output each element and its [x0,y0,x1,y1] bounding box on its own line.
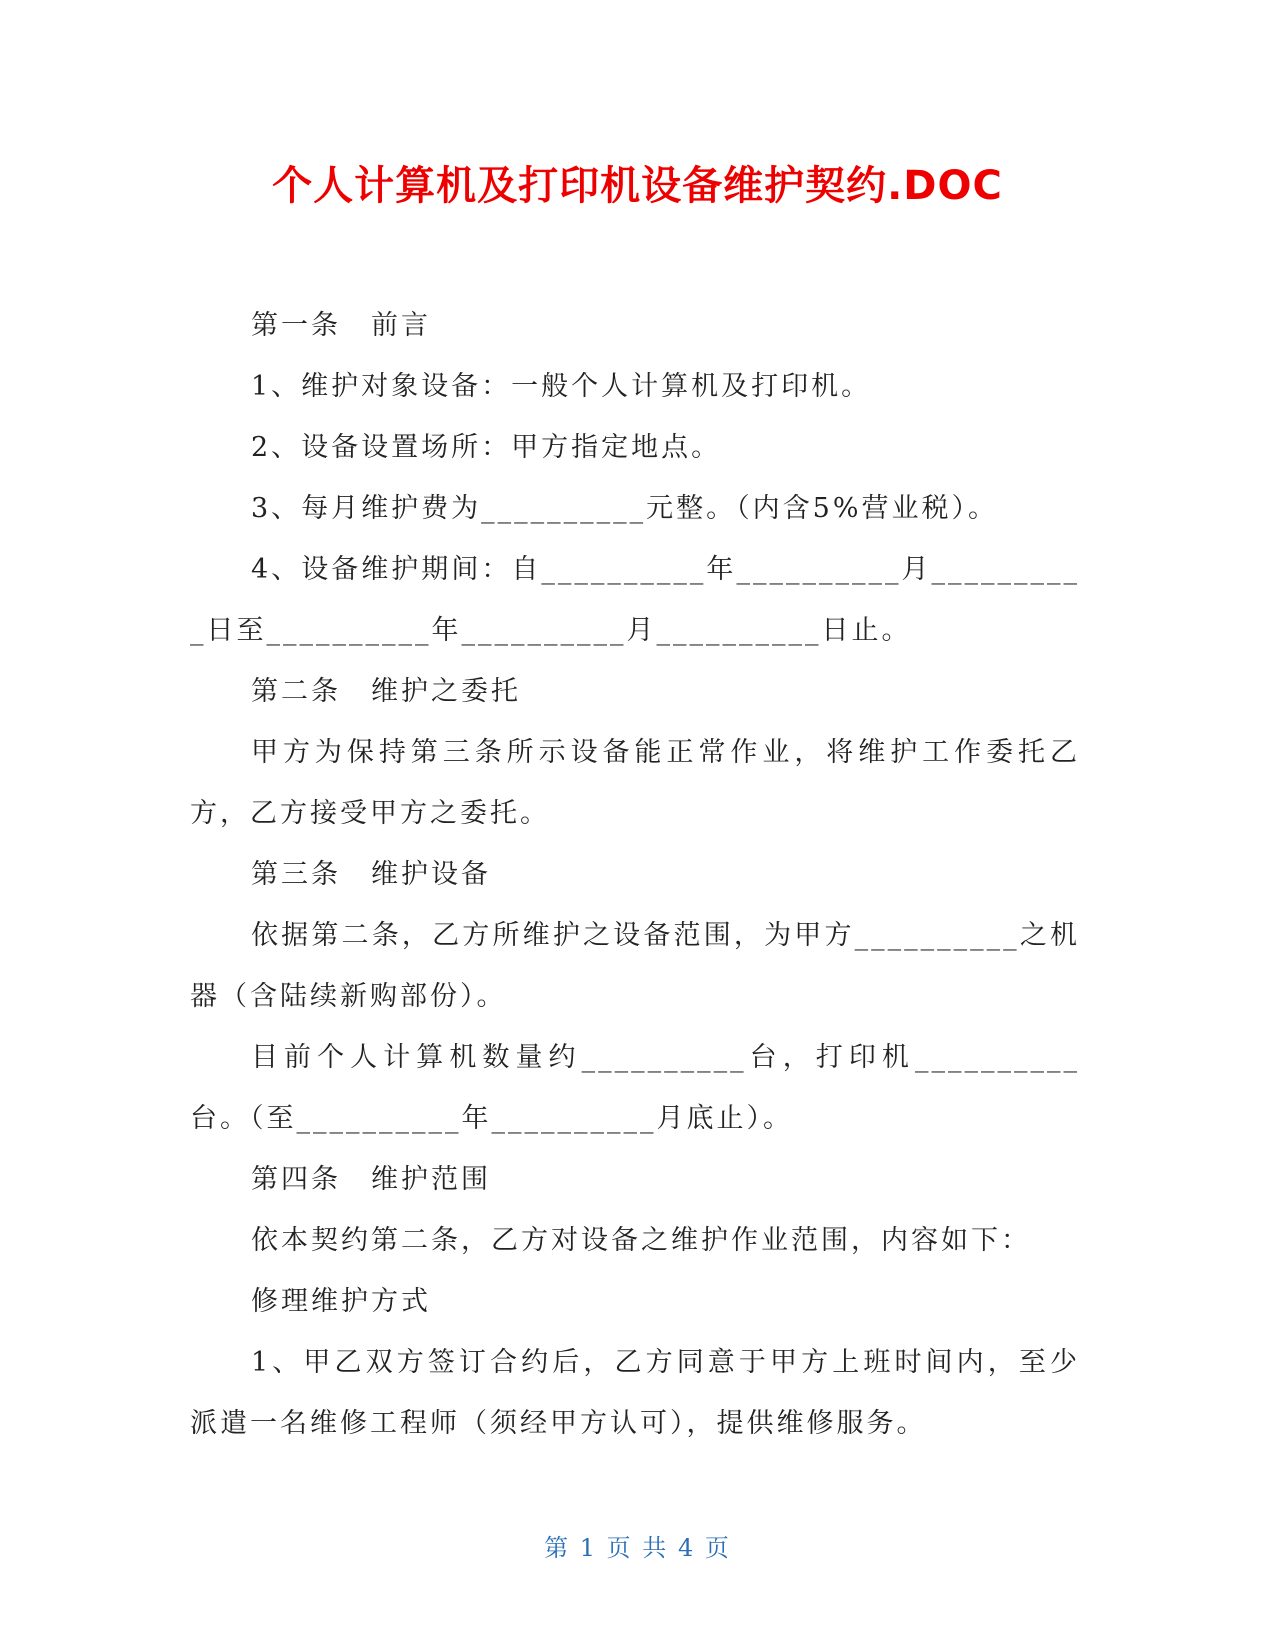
paragraph: 第三条 维护设备 [251,859,491,890]
paragraph: 1、维护对象设备：一般个人计算机及打印机。 [251,371,872,402]
paragraph: 第二条 维护之委托 [251,676,521,707]
document-body [190,295,1080,1454]
paragraph: 2、设备设置场所：甲方指定地点。 [251,432,722,463]
paragraph: 甲方为保持第三条所示设备能正常作业，将维护工作委托乙方，乙方接受甲方之委托。 [190,737,1080,829]
paragraph: 依据第二条，乙方所维护之设备范围，为甲方__________之机器（含陆续新购部份）。 [190,920,1080,1012]
document-title: 个人计算机及打印机设备维护契约.DOC [272,163,1003,209]
paragraph: 3、每月维护费为__________元整。（内含5%营业税）。 [251,493,999,524]
paragraph: 依本契约第二条，乙方对设备之维护作业范围，内容如下： [251,1225,1031,1256]
paragraph: 修理维护方式 [251,1286,431,1317]
paragraph: 目前个人计算机数量约__________台，打印机__________台。（至__________年__________月底止）。 [190,1042,1080,1134]
paragraph: 4、设备维护期间：自__________年__________月__________日至__________年__________月__________日止。 [190,554,1080,646]
paragraph: 第一条 前言 [251,310,431,341]
page-number-footer: 第 1 页 共 4 页 [544,1534,731,1562]
paragraph: 第四条 维护范围 [251,1164,491,1195]
paragraph: 1、甲乙双方签订合约后，乙方同意于甲方上班时间内，至少派遣一名维修工程师（须经甲方认可），提供维修服务。 [190,1347,1080,1439]
